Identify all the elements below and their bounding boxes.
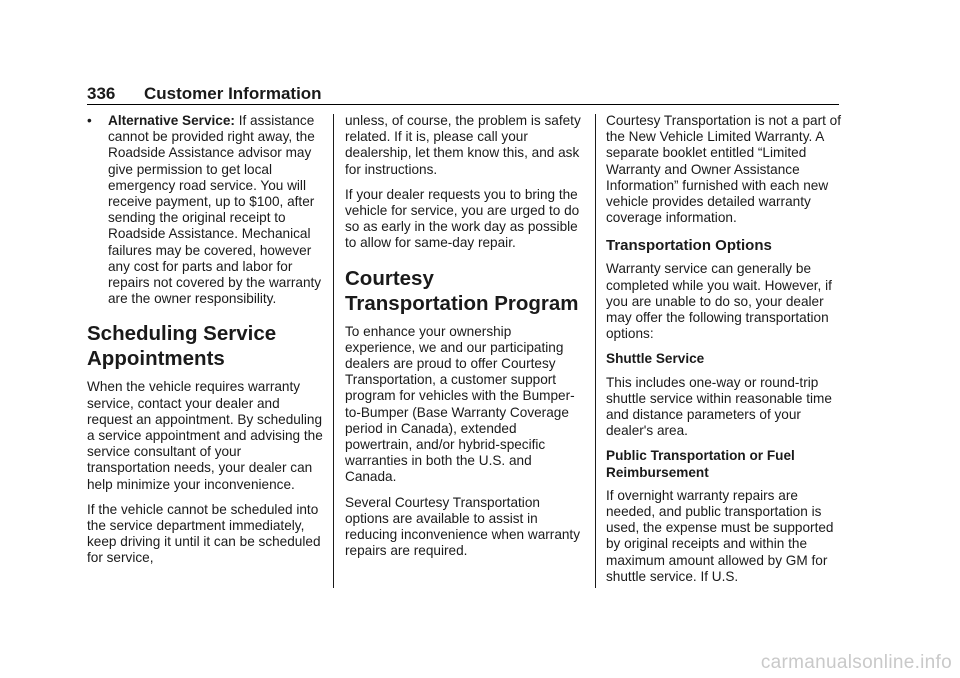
courtesy-paragraph-1: To enhance your ownership experience, we and our participating dealers are proud to offer Courtesy Transportation, a customer support program for vehicles with the Bumper-to-Bumper (Base Warranty Coverage period in Canada), extended powertrain, and/or hybrid-specific warranties in both the U.S. and Canada. [345, 323, 575, 485]
bullet-label: Alternative Service: [108, 113, 235, 128]
col3-paragraph-1: Courtesy Transportation is not a part of the New Vehicle Limited Warranty. A separate booklet entitled “Limited Warranty and Owner Assistance Information” furnished with each new vehicle provides detailed warranty coverage information. [606, 113, 841, 226]
scheduling-heading: Scheduling Service Appointments [87, 322, 277, 371]
bullet-body [108, 113, 323, 307]
public-transport-subheading: Public Transportation or Fuel Reimbursement [606, 448, 795, 480]
column-1 [87, 113, 323, 576]
alternative-service-bullet [87, 113, 323, 307]
page-header [87, 84, 839, 104]
column-divider-1 [333, 114, 334, 588]
bullet-text: If assistance cannot be provided right away, the Roadside Assistance advisor may give permission to get local emergency road service. You will receive payment, up to $100, after sending the original receipt to Roadside Assistance. Mechanical failures may be covered, however any cost for parts and labor for repairs not covered by the warranty are the owner responsibility. [108, 113, 322, 307]
col2-paragraph-2: If your dealer requests you to bring the vehicle for service, you are urged to do so as early in the work day as possible to allow for same-day repair. [345, 186, 580, 251]
courtesy-heading: Courtesy Transportation Program [345, 266, 579, 315]
col2-paragraph-1: unless, of course, the problem is safety related. If it is, please call your dealership, let them know this, and ask for instructions. [345, 113, 581, 177]
scheduling-paragraph-1: When the vehicle requires warranty service, contact your dealer and request an appointment. By scheduling a service appointment and advising the service consultant of your transportation needs, your dealer can help minimize your inconvenience. [87, 379, 323, 492]
section-title: Customer Information [144, 84, 322, 103]
scheduling-paragraph-2: If the vehicle cannot be scheduled into the service department immediately, keep driving it until it can be scheduled for service, [87, 501, 321, 566]
watermark: carmanualsonline.info [760, 652, 952, 673]
column-2 [345, 113, 581, 568]
column-divider-2 [595, 114, 596, 588]
bullet-icon: • [87, 113, 92, 128]
courtesy-paragraph-2: Several Courtesy Transportation options are available to assist in reducing inconvenience when warranty repairs are required. [345, 494, 581, 559]
transportation-options-paragraph: Warranty service can generally be completed while you wait. However, if you are unable to do so, your dealer may offer the following transportation options: [606, 261, 832, 342]
column-3 [606, 113, 842, 594]
shuttle-service-subheading: Shuttle Service [606, 351, 705, 367]
header-rule [87, 104, 839, 105]
public-transport-paragraph: If overnight warranty repairs are needed, and public transportation is used, the expense must be supported by original receipts and within the maximum amount allowed by GM for shuttle service. If U.S. [606, 487, 834, 584]
shuttle-service-paragraph: This includes one-way or round-trip shuttle service within reasonable time and distance parameters of your dealer's area. [606, 374, 832, 439]
transportation-options-heading: Transportation Options [606, 237, 772, 255]
page-number: 336 [87, 84, 116, 103]
